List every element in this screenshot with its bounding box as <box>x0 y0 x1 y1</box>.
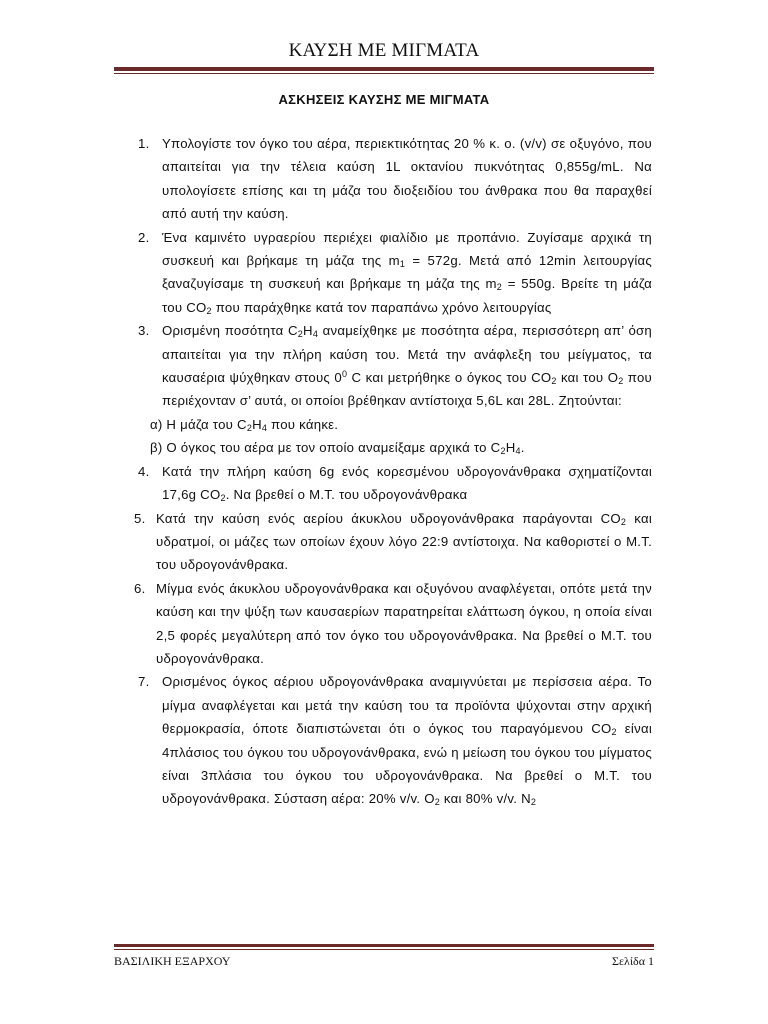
footer-divider-thin <box>114 949 654 950</box>
exercise-text: Μίγμα ενός άκυκλου υδρογονάνθρακα και οξυγόνου αναφλέγεται, οπότε μετά την καύση και την ψύξη των καυσαερίων παρατηρείται ελάττωση όγκου, η οποία είναι 2,5 φορές μεγαλύτερη από τον όγκο του υδρογονάνθρακα. Να βρεθεί ο Μ.Τ. του υδρογονάνθρακα. <box>156 580 652 666</box>
exercise-item <box>134 226 652 320</box>
exercise-item <box>134 460 652 507</box>
exercise-item <box>134 319 652 413</box>
exercise-number: 2. <box>138 229 150 245</box>
exercise-number: 3. <box>138 323 150 339</box>
exercise-item <box>134 670 652 810</box>
exercise-item <box>134 577 652 671</box>
document-title: ΑΣΚΗΣΕΙΣ ΚΑΥΣΗΣ ΜΕ ΜΙΓΜΑΤΑ <box>278 92 490 107</box>
footer-author: ΒΑΣΙΛΙΚΗ ΕΞΑΡΧΟΥ <box>114 954 231 968</box>
exercise-item <box>134 507 652 577</box>
exercise-text: Ορισμένη ποσότητα $C_2H_4$ αναμείχθηκε με ποσότητα αέρα, περισσότερη απ’ όση απαιτείται για την πλήρη καύση του. Μετά την ανάφλεξη του μείγματος, τα καυσαέρια ψύχθηκαν στους $0^0$ C και μετρήθηκε ο όγκος του $CO_2$ και του $O_2$ που περιέχονταν σ’ αυτά, οι οποίοι βρέθηκαν αντίστοιχα 5,6L και 28L. Ζητούνται: <box>162 323 653 409</box>
exercise-list <box>134 132 652 811</box>
exercise-text: Κατά την καύση ενός αερίου άκυκλου υδρογονάνθρακα παράγονται $CO_2$ και υδρατμοί, οι μάζες των οποίων έχουν λόγο 22:9 αντίστοιχα. Να καθοριστεί ο Μ.Τ. του υδρογονάνθρακα. <box>156 510 652 573</box>
exercise-text: Ένα καμινέτο υγραερίου περιέχει φιαλίδιο με προπάνιο. Ζυγίσαμε αρχικά τη συσκευή και βρήκαμε τη μάζα της $m_1 = 572g$. Μετά από 12min λειτουργίας ξαναζυγίσαμε τη συσκευή και βρήκαμε τη μάζα της $m_2 = 550g$. Βρείτε τη μάζα του $CO_2$ που παράχθηκε κατά τον παραπάνω χρόνο λειτουργίας <box>162 229 652 316</box>
footer-divider-thick <box>114 944 654 947</box>
exercise-number: 5. <box>134 510 146 526</box>
exercise-number: 4. <box>138 463 150 479</box>
exercise-subitem: α) Η μάζα του $C_2H_4$ που κάηκε. <box>150 416 339 433</box>
page-header-title: ΚΑΥΣΗ ΜΕ ΜΙΓΜΑΤΑ <box>288 40 480 61</box>
exercise-number: 6. <box>134 580 146 596</box>
header-divider-thin <box>114 73 654 74</box>
exercise-text: Υπολογίστε τον όγκο του αέρα, περιεκτικότητας 20 % κ. ο. (v/v) σε οξυγόνο, που απαιτείται για την τέλεια καύση 1L οκτανίου πυκνότητας 0,855g/mL. Να υπολογίσετε επίσης και τη μάζα του διοξειδίου του άνθρακα που θα παραχθεί από αυτή την καύση. <box>162 136 652 222</box>
exercise-item <box>134 132 652 226</box>
footer-page-number: Σελίδα 1 <box>611 954 654 968</box>
header-divider-thick <box>114 67 654 71</box>
exercise-text: Κατά την πλήρη καύση 6g ενός κορεσμένου υδρογονάνθρακα σχηματίζονται 17,6g $CO_2$. Να βρεθεί ο Μ.Τ. του υδρογονάνθρακα <box>162 463 652 504</box>
exercise-text: Ορισμένος όγκος αέριου υδρογονάνθρακα αναμιγνύεται με περίσσεια αέρα. Το μίγμα αναφλέγεται και μετά την καύση του τα προϊόντα ψύχονται στην αρχική θερμοκρασία, όποτε διαπιστώνεται ότι ο όγκος του παραγόμενου $CO_2$ είναι 4πλάσιος του όγκου του υδρογονάνθρακα, ενώ η μείωση του όγκου του μίγματος είναι 3πλάσια του όγκου του υδρογονάνθρακα. Να βρεθεί ο Μ.Τ. του υδρογονάνθρακα. Σύσταση αέρα: 20% v/v. $O_2$ και 80% v/v. $N_2$ <box>162 674 652 808</box>
exercise-subitem: β) Ο όγκος του αέρα με τον οποίο αναμείξαμε αρχικά το $C_2H_4$. <box>150 440 525 457</box>
exercise-number: 1. <box>138 136 150 151</box>
exercise-number: 7. <box>138 674 150 690</box>
